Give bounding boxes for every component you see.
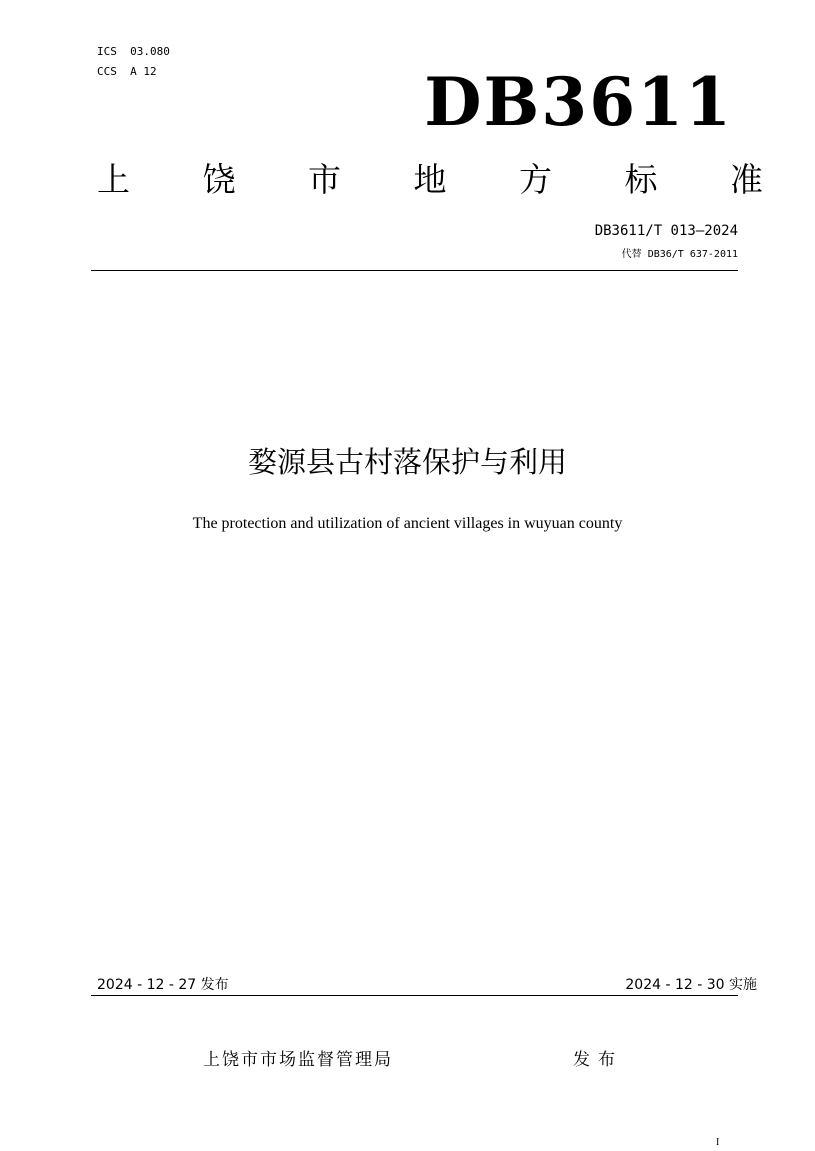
standard-type-char: 上 xyxy=(97,160,130,199)
standard-type-char: 方 xyxy=(519,160,552,199)
document-title-chinese: 婺源县古村落保护与利用 xyxy=(247,445,567,479)
replaces-note: 代替 DB36/T 637-2011 xyxy=(621,249,738,260)
page-number: I xyxy=(716,1137,720,1148)
issue-date: 2024 - 12 - 27 发布 xyxy=(97,977,229,993)
classification-codes xyxy=(97,42,170,82)
issuing-authority: 上饶市市场监督管理局 xyxy=(203,1050,393,1070)
standard-type-char: 地 xyxy=(413,160,447,199)
standard-type-char: 标 xyxy=(624,160,658,199)
standard-type-char: 市 xyxy=(308,160,341,199)
ccs-code: CCS A 12 xyxy=(97,65,157,78)
standard-number: DB3611/T 013—2024 xyxy=(594,223,738,239)
dates-divider xyxy=(91,995,738,996)
standard-type-char: 饶 xyxy=(202,160,236,199)
document-title-english: The protection and utilization of ancient villages in wuyuan county xyxy=(192,515,623,532)
standard-type xyxy=(97,158,763,202)
issue-label: 发布 xyxy=(573,1050,623,1070)
ics-code: ICS 03.080 xyxy=(97,45,170,58)
standard-type-char: 准 xyxy=(730,160,763,199)
effective-date: 2024 - 12 - 30 实施 xyxy=(625,977,757,993)
standard-code: DB3611 xyxy=(424,63,733,141)
header-divider xyxy=(91,270,738,271)
